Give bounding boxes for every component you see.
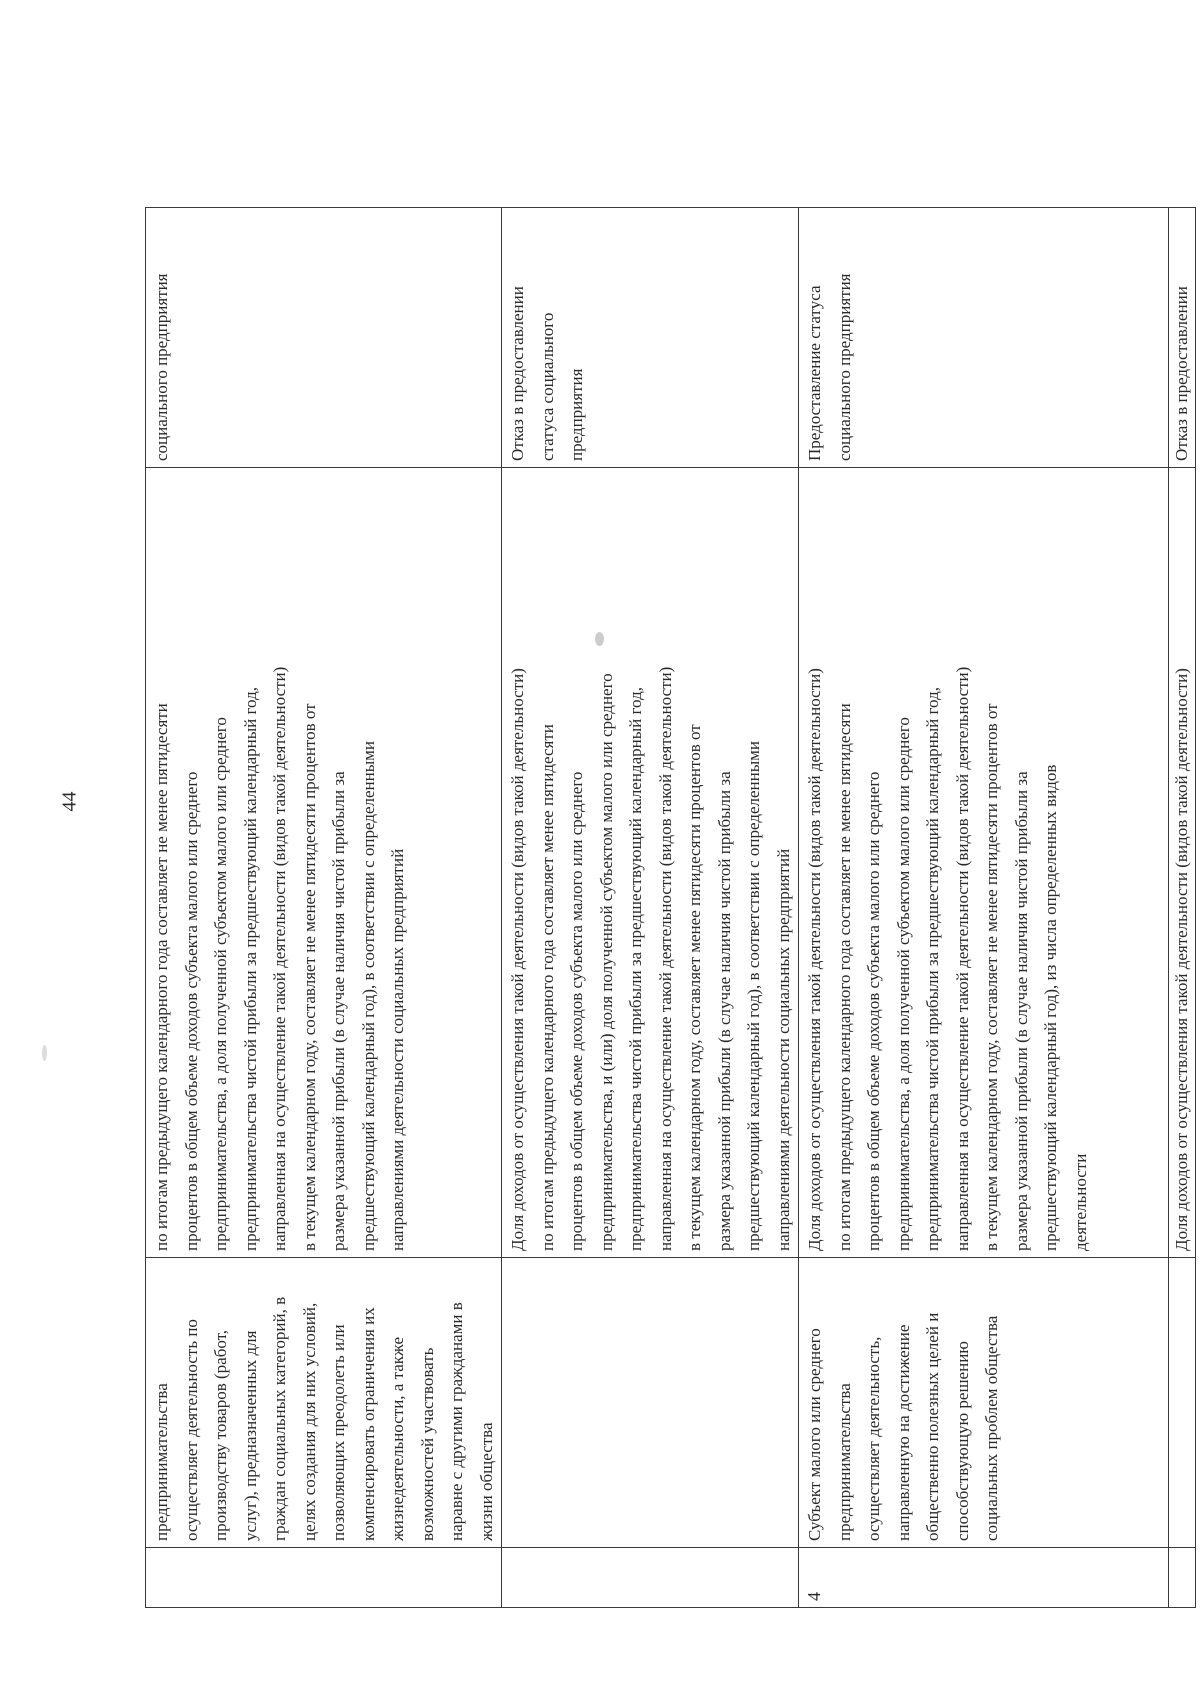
subject-cell: Субъект малого или среднего предпринимательства осуществляет деятельность, направленную на достижение общественно полезных целей и способствующую решению социальных проблем общества	[799, 1258, 1169, 1548]
table-row	[502, 208, 799, 1608]
row-number-cell	[146, 1548, 502, 1608]
row-number-cell: 4	[799, 1548, 1169, 1608]
rotated-page	[145, 208, 1191, 1608]
table-row	[146, 208, 502, 1608]
page-number: 44	[58, 791, 81, 812]
decision-cell: Отказ в предоставлении статуса социального предприятия	[502, 208, 799, 468]
row-number-cell	[1169, 1548, 1196, 1608]
conditions-cell: Доля доходов от осуществления такой деятельности (видов такой деятельности) по итогам предыдущего календарного года составляет не менее пятидесяти процентов в общем объеме доходов субъекта малого или среднего предпринимательства, а доля полученной субъектом малого или среднего предпринимательства чистой прибыли за предшествующий календарный год, направленная на осуществление такой деятельности (видов такой деятельности) в текущем календарном году, составляет не менее пятидесяти процентов от размера указанной прибыли (в случае наличия чистой прибыли за предшествующий календарный год), из числа определенных видов деятельности	[799, 468, 1169, 1258]
decision-cell: Отказ в предоставлении	[1169, 208, 1196, 468]
subject-cell	[502, 1258, 799, 1548]
conditions-cell: по итогам предыдущего календарного года составляет не менее пятидесяти процентов в общем объеме доходов субъекта малого или среднего предпринимательства, а доля полученной субъектом малого или среднего предпринимательства чистой прибыли за предшествующий календарный год, направленная на осуществление такой деятельности (видов такой деятельности) в текущем календарном году, составляет не менее пятидесяти процентов от размера указанной прибыли (в случае наличия чистой прибыли за предшествующий календарный год), в соответствии с определенными направлениями деятельности социальных предприятий	[146, 468, 502, 1258]
subject-cell: предпринимательства осуществляет деятельность по производству товаров (работ, услуг), предназначенных для граждан социальных категорий, в целях создания для них условий, позволяющих преодолеть или компенсировать ограничения их жизнедеятельности, а также возможностей участвовать наравне с другими гражданами в жизни общества	[146, 1258, 502, 1548]
subject-cell	[1169, 1258, 1196, 1548]
row-number-cell	[502, 1548, 799, 1608]
scan-artifact	[42, 1045, 47, 1061]
criteria-table	[145, 207, 1196, 1608]
conditions-cell: Доля доходов от осуществления такой деятельности (видов такой деятельности) по итогам предыдущего календарного года составляет менее пятидесяти процентов в общем объеме доходов субъекта малого или среднего предпринимательства, и (или) доля полученной субъектом малого или среднего предпринимательства чистой прибыли за предшествующий календарный год, направленная на осуществление такой деятельности (видов такой деятельности) в текущем календарном году, составляет менее пятидесяти процентов от размера указанной прибыли (в случае наличия чистой прибыли за предшествующий календарный год), в соответствии с определенными направлениями деятельности социальных предприятий	[502, 468, 799, 1258]
conditions-cell: Доля доходов от осуществления такой деятельности (видов такой деятельности)	[1169, 468, 1196, 1258]
table-row	[1169, 208, 1196, 1608]
decision-cell: социального предприятия	[146, 208, 502, 468]
decision-cell: Предоставление статуса социального предприятия	[799, 208, 1169, 468]
table-row	[799, 208, 1169, 1608]
